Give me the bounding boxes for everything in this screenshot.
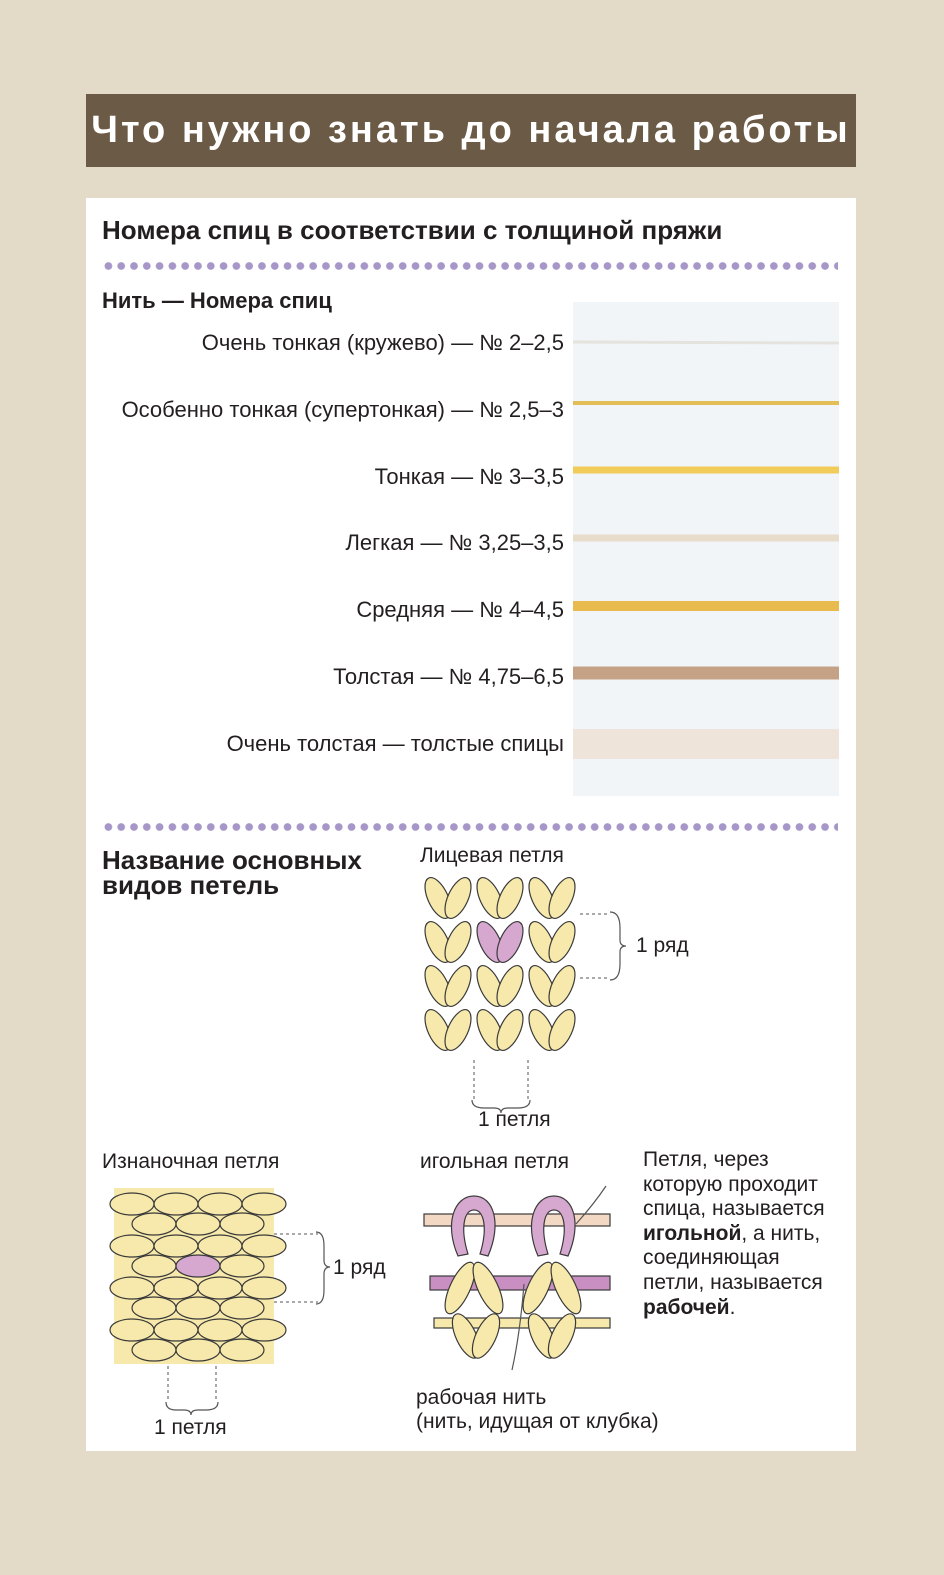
purl-stitch-caption: Изнаночная петля xyxy=(102,1150,280,1173)
working-yarn-term: рабочей xyxy=(643,1295,730,1319)
needle-size-title: Номера спиц в соответствии с толщиной пряжи xyxy=(102,215,723,245)
purl-row-label: 1 ряд xyxy=(333,1256,386,1279)
dotted-divider xyxy=(102,261,838,271)
page-banner: Что нужно знать до начала работы xyxy=(86,94,856,167)
needle-loop-diagram xyxy=(424,1184,614,1360)
yarn-label-superfine: Особенно тонкая (супертонкая) — № 2,5–3 xyxy=(121,397,564,422)
yarn-samples-photo xyxy=(573,302,839,796)
yarn-label-medium: Средняя — № 4–4,5 xyxy=(356,597,564,622)
yarn-strand-lace xyxy=(573,342,839,343)
knit-stitch-width-label: 1 петля xyxy=(478,1108,551,1131)
stitch-types-title-line1: Название основных xyxy=(102,845,362,875)
knit-stitch-caption: Лицевая петля xyxy=(420,844,564,867)
yarn-strands xyxy=(573,302,839,796)
purl-stitch-width-label: 1 петля xyxy=(154,1416,227,1439)
yarn-label-light: Легкая — № 3,25–3,5 xyxy=(345,530,564,555)
yarn-needle-subheading: Нить — Номера спиц xyxy=(102,288,332,313)
yarn-label-lace: Очень тонкая (кружево) — № 2–2,5 xyxy=(201,330,564,355)
needle-loop-explanation: Петля, через которую проходит спица, называется игольной, а нить, соединяющая петли, называется рабочей. xyxy=(643,1148,825,1319)
purl-measure-guides xyxy=(160,1232,330,1422)
working-yarn-note: (нить, идущая от клубка) xyxy=(416,1410,659,1433)
dotted-divider xyxy=(102,822,838,832)
yarn-label-superbulky: Очень толстая — толстые спицы xyxy=(226,731,564,756)
knit-measure-guides xyxy=(470,910,620,1110)
needle-loop-caption: игольная петля xyxy=(420,1150,569,1173)
stitch-types-title-line2: видов петель xyxy=(102,870,280,900)
needle-loop-term: игольной xyxy=(643,1221,742,1245)
working-yarn-label: рабочая нить xyxy=(416,1386,547,1409)
yarn-label-bulky: Толстая — № 4,75–6,5 xyxy=(333,664,564,689)
yarn-label-fine: Тонкая — № 3–3,5 xyxy=(374,464,564,489)
knit-row-label: 1 ряд xyxy=(636,934,689,957)
